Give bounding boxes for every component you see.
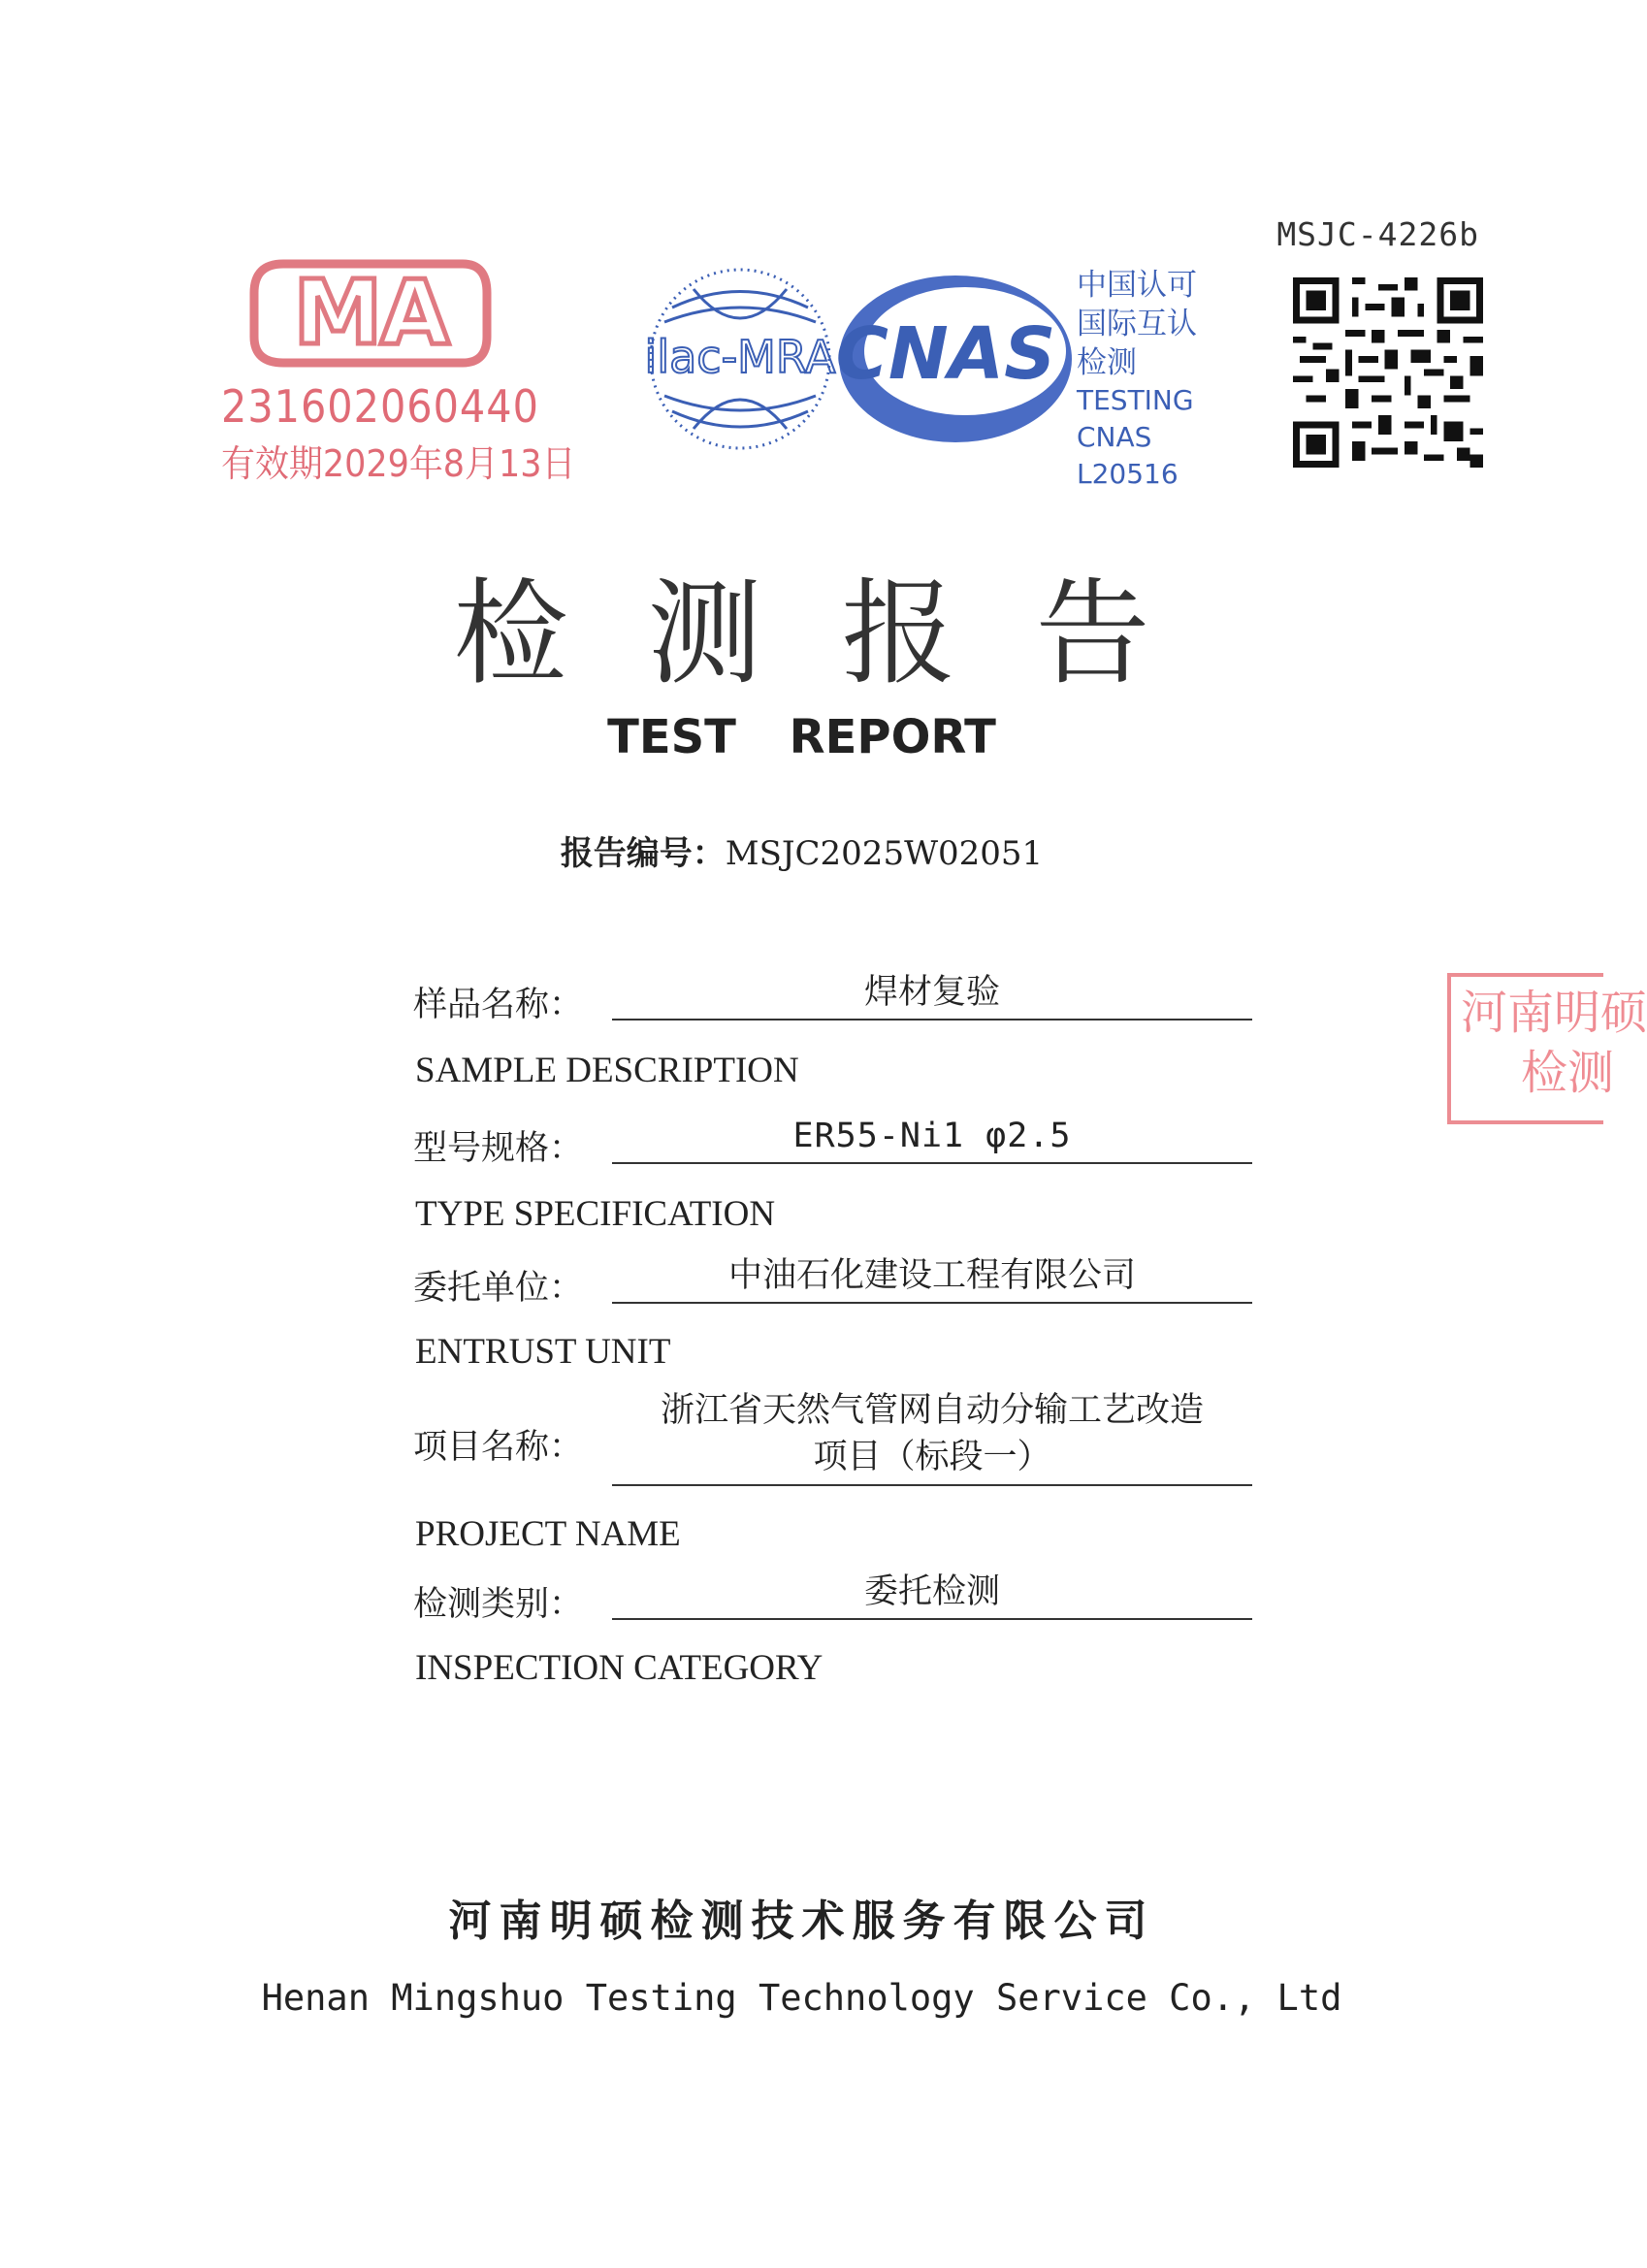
accreditation-line4: TESTING bbox=[1077, 384, 1194, 416]
svg-text:ilac-MRA: ilac-MRA bbox=[644, 331, 836, 383]
field-value-line2: 项目（标段一） bbox=[813, 1438, 1051, 1476]
field-label-en: INSPECTION CATEGORY bbox=[415, 1648, 824, 1688]
field-label-zh: 委托单位： bbox=[413, 1269, 584, 1308]
title-english: TEST REPORT bbox=[607, 710, 996, 764]
side-stamp-line1: 河南明硕 bbox=[1461, 986, 1647, 1040]
report-number-value: MSJC2025W02051 bbox=[725, 834, 1044, 873]
field-label-en: TYPE SPECIFICATION bbox=[415, 1194, 776, 1234]
accreditation-logos bbox=[635, 254, 1217, 490]
field-label-en: PROJECT NAME bbox=[415, 1514, 681, 1554]
field-label-zh: 检测类别： bbox=[413, 1585, 584, 1624]
side-stamp bbox=[1447, 973, 1647, 1124]
field-value: 委托检测 bbox=[612, 1570, 1252, 1620]
field-label-en: SAMPLE DESCRIPTION bbox=[415, 1051, 799, 1090]
company-name-chinese: 河南明硕检测技术服务有限公司 bbox=[448, 1896, 1155, 1946]
field-value: ER55-Ni1 φ2.5 bbox=[612, 1114, 1252, 1164]
accreditation-line5: CNAS L20516 bbox=[1077, 421, 1179, 490]
cma-number: 231602060440 bbox=[221, 380, 539, 433]
svg-text:MA: MA bbox=[293, 261, 448, 365]
field-value bbox=[612, 1387, 1252, 1486]
svg-text:CNAS: CNAS bbox=[835, 312, 1056, 396]
accreditation-line3: 检测 bbox=[1077, 345, 1137, 380]
qr-code-icon[interactable] bbox=[1293, 277, 1483, 468]
report-number bbox=[0, 826, 1603, 874]
cma-logo-icon bbox=[244, 254, 497, 371]
accreditation-text bbox=[1077, 266, 1217, 493]
report-number-label: 报告编号： bbox=[560, 834, 726, 873]
cma-seal bbox=[215, 254, 576, 487]
field-value: 焊材复验 bbox=[612, 970, 1252, 1021]
field-label-zh: 样品名称： bbox=[413, 986, 584, 1024]
ilac-cnas-logo-icon bbox=[635, 254, 1082, 468]
field-value-line1: 浙江省天然气管网自动分输工艺改造 bbox=[660, 1391, 1204, 1430]
field-label-zh: 型号规格： bbox=[413, 1129, 584, 1168]
title-chinese: 检测报告 bbox=[453, 567, 1230, 700]
accreditation-line1: 中国认可 bbox=[1077, 268, 1197, 303]
field-label-en: ENTRUST UNIT bbox=[415, 1332, 671, 1372]
company-name-english: Henan Mingshuo Testing Technology Service Co., Ltd bbox=[261, 1977, 1342, 2019]
side-stamp-line2: 检测 bbox=[1521, 1046, 1615, 1100]
field-label-zh: 项目名称： bbox=[413, 1428, 584, 1467]
cma-validity: 有效期2029年8月13日 bbox=[221, 442, 576, 485]
document-code: MSJC-4226b bbox=[1276, 215, 1479, 253]
field-value: 中油石化建设工程有限公司 bbox=[612, 1253, 1252, 1304]
accreditation-line2: 国际互认 bbox=[1077, 307, 1197, 341]
